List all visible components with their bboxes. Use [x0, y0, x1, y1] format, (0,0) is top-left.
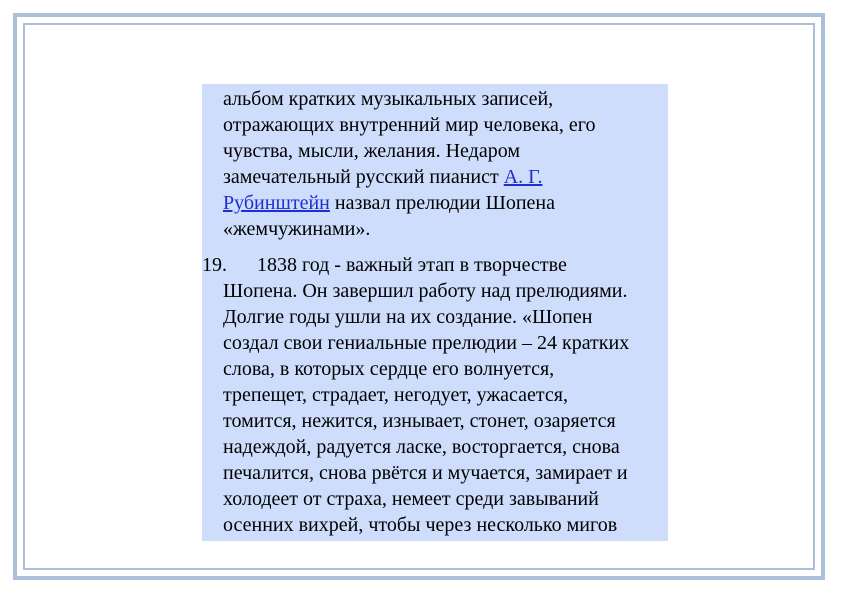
- text-line: [202, 252, 629, 278]
- text-line: надеждой, радуется ласке, восторгается, снова: [223, 436, 620, 458]
- paragraph-continuation: [223, 86, 596, 242]
- text-line: томится, нежится, изнывает, стонет, озаряется: [223, 410, 616, 432]
- text-line: осенних вихрей, чтобы через несколько мигов: [223, 514, 618, 536]
- rubinstein-link-continued[interactable]: Рубинштейн: [223, 192, 330, 214]
- text-line: «жемчужинами».: [223, 218, 371, 240]
- list-number: 19.: [202, 254, 227, 276]
- paragraph-19: [202, 252, 629, 538]
- text-line: Долгие годы ушли на их создание. «Шопен: [223, 306, 593, 328]
- text-line: печалится, снова рвётся и мучается, замирает и: [223, 462, 628, 484]
- text-line: отражающих внутренний мир человека, его: [223, 114, 596, 136]
- text-line: Шопена. Он завершил работу над прелюдиями.: [223, 280, 628, 302]
- text-line: трепещет, страдает, негодует, ужасается,: [223, 384, 568, 406]
- rubinstein-link[interactable]: А. Г.: [503, 166, 543, 188]
- text-line: [223, 190, 596, 216]
- text-fragment: назвал прелюдии Шопена: [329, 192, 555, 214]
- text-fragment: 1838 год - важный этап в творчестве: [257, 254, 567, 276]
- text-line: создал свои гениальные прелюдии – 24 кратких: [223, 332, 630, 354]
- text-line: холодеет от страха, немеет среди завываний: [223, 488, 599, 510]
- text-box: [202, 84, 668, 541]
- text-fragment: замечательный русский пианист: [223, 166, 504, 188]
- text-line: альбом кратких музыкальных записей,: [223, 88, 554, 110]
- text-line: [223, 164, 596, 190]
- text-line: чувства, мысли, желания. Недаром: [223, 140, 520, 162]
- text-line: слова, в которых сердце его волнуется,: [223, 358, 555, 380]
